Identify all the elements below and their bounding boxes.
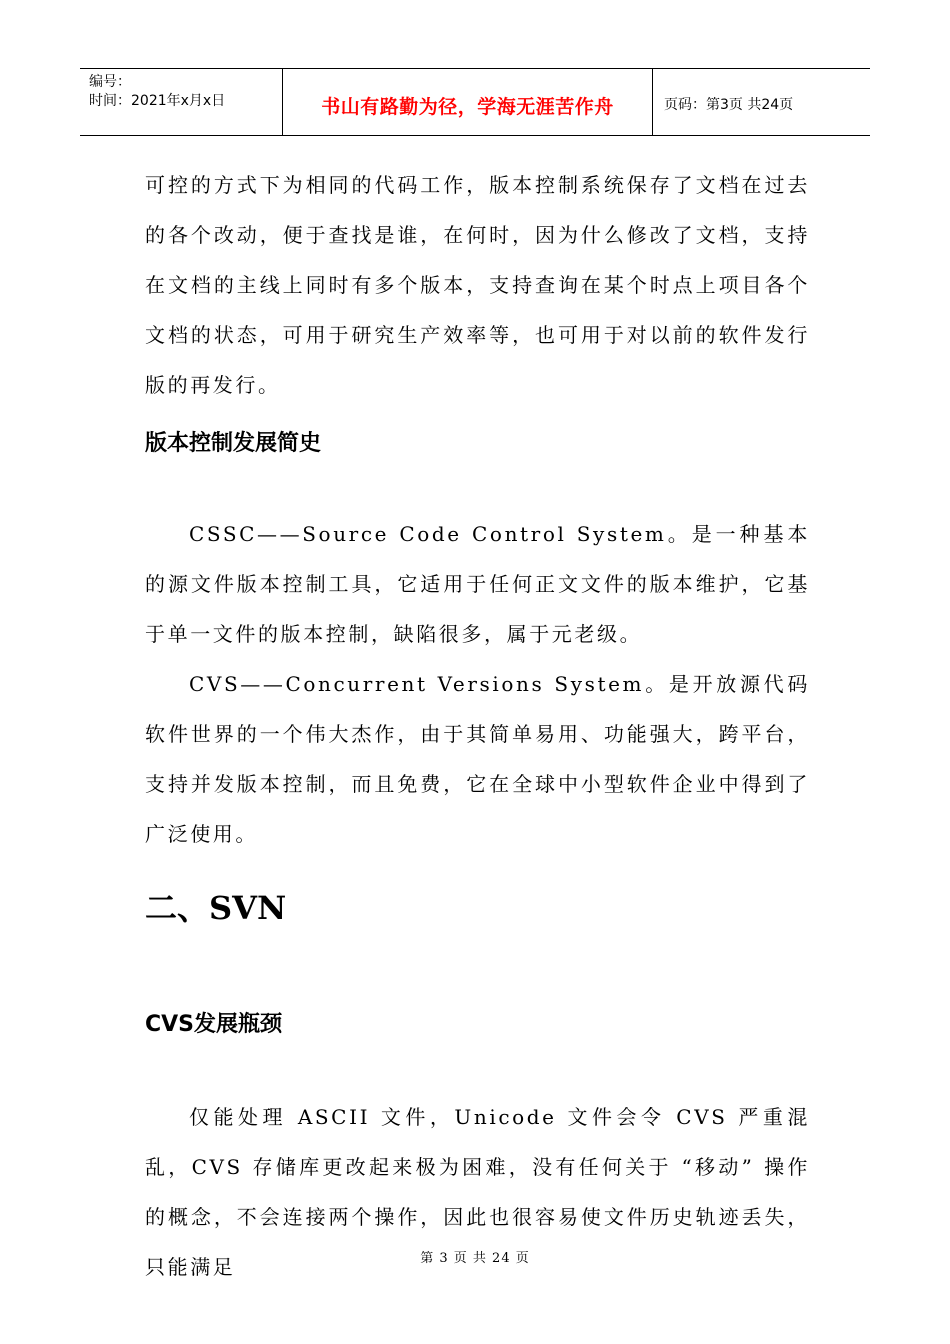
document-body bbox=[145, 160, 810, 1292]
paragraph-version-control-intro: 可控的方式下为相同的代码工作，版本控制系统保存了文档在过去的各个改动，便于查找是谁，在何时，因为什么修改了文档，支持在文档的主线上同时有多个版本，支持查询在某个时点上项目各个文档的状态，可用于研究生产效率等，也可用于对以前的软件发行版的再发行。 bbox=[145, 173, 810, 397]
header-motto: 书山有路勤为径，学海无涯苦作舟 bbox=[321, 95, 614, 118]
page-footer: 第 3 页 共 24 页 bbox=[420, 1251, 530, 1266]
paragraph-cssc: CSSC——Source Code Control System。是一种基本的源文件版本控制工具，它适用于任何正文文件的版本维护，它基于单一文件的版本控制，缺陷很多，属于元老级。 bbox=[145, 522, 810, 646]
section-heading-cvs-bottleneck: CVS发展瓶颈 bbox=[145, 1012, 283, 1037]
section-heading-history: 版本控制发展简史 bbox=[145, 431, 322, 456]
paragraph-cvs: CVS——Concurrent Versions System。是开放源代码软件世界的一个伟大杰作，由于其简单易用、功能强大，跨平台，支持并发版本控制，而且免费，它在全球中小型软件企业中得到了广泛使用。 bbox=[145, 672, 810, 846]
header-motto-cell bbox=[283, 69, 653, 135]
document-date-label: 时间：2021年x月x日 bbox=[89, 93, 226, 109]
header-page-info-cell bbox=[653, 69, 870, 135]
header-meta bbox=[80, 69, 283, 135]
document-number-label: 编号： bbox=[89, 74, 131, 90]
header-page-info: 页码：第3页 共24页 bbox=[664, 97, 794, 113]
chapter-heading-svn: 二、SVN bbox=[145, 889, 287, 927]
paragraph-cvs-limitations: 仅能处理 ASCII 文件，Unicode 文件会令 CVS 严重混乱，CVS 存储库更改起来极为困难，没有任何关于 “移动” 操作的概念，不会连接两个操作，因此也很容易使文件历史轨迹丢失，只能满足 bbox=[145, 1105, 810, 1279]
page-header bbox=[80, 68, 870, 136]
